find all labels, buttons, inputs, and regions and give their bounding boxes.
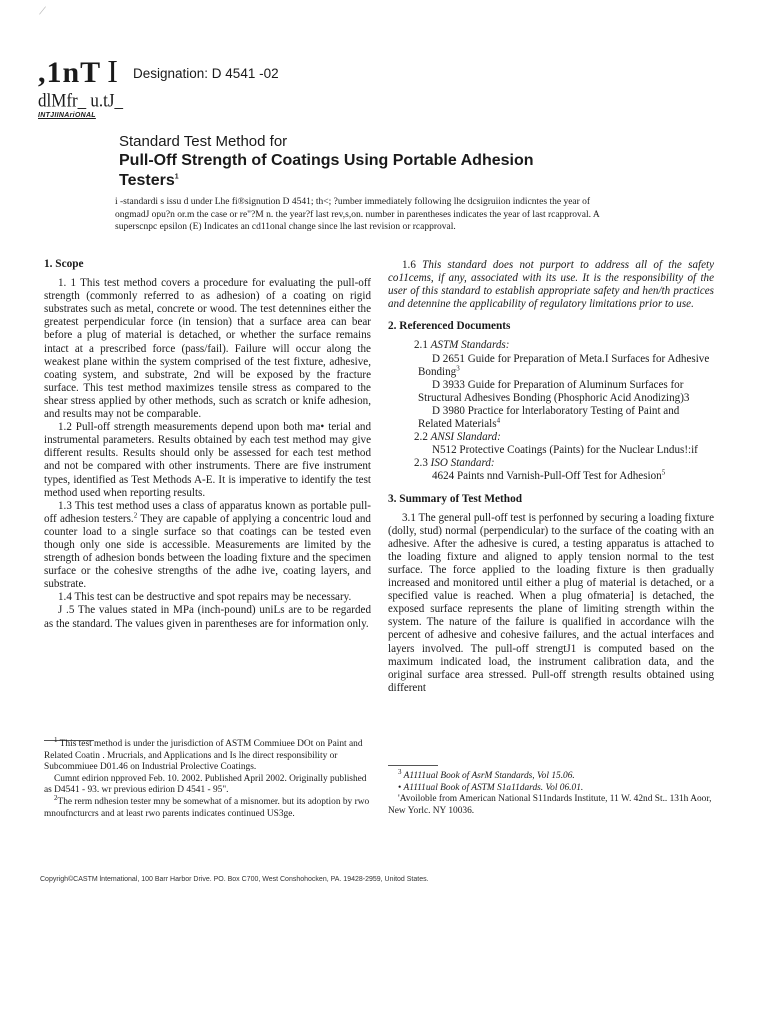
paragraph-1-2: 1.2 Pull-off strength measurements depend upon both ma• terial and instrumental parameters. Results obtained by each test method may give different results. Results should only be assessed for each test method and not be compared with other instruments. There are five instrument types, identified as Test Methods A-E. It is imperative to identify the test method used when reporting results. xyxy=(44,421,371,499)
subsection-2-2: 2.2 ANSI Slandard: xyxy=(414,431,501,444)
title-footnote-ref: 1 xyxy=(174,173,179,181)
standard-note-line-1: i -standardi s issu d under Lhe fi®signution D 4541; th<; ?umber immediately following lhe dcsigruiion indicntes the year of xyxy=(115,197,591,207)
logo-top-text: ,1nT xyxy=(38,56,102,89)
designation: Designation: D 4541 -02 xyxy=(133,66,279,81)
reference-iso4624: 4624 Paints nnd Varnish-Pull-Off Test for Adhesion$^5$ xyxy=(432,468,666,483)
section-heading-scope: 1. Scope xyxy=(44,258,84,270)
section-heading-summary: 3. Summary of Test Method xyxy=(388,492,522,505)
footnote-1-edition: Cumnt edirion npproved Feb. 10. 2002. Published April 2002. Originally published as D4541 - 93. wr previous edirion D 4541 - 95". xyxy=(44,773,367,796)
reference-d3980: D 3980 Practice for lnterlaboratory Testing of Paint and Related Materials$^4$ xyxy=(418,404,680,431)
reference-d3933: D 3933 Guide for Preparation of Aluminum Surfaces for Structural Adhesives Bonding (Phosphoric Acid Anodizing)3 xyxy=(418,378,690,404)
subsection-2-1: 2.1 ASTM Standards: xyxy=(414,339,510,352)
title-line-3: Testers$^1$ xyxy=(119,172,179,189)
paragraph-3-1: 3.1 The general pull-off test is perfonned by securing a loading fixture (dolly, stud) normal (perpendicular) to the surface of the coating with an adhesive. After the adhesive is cured, a testing apparatus is attached to the loading fixture and aligned to apply tension normal to the test surface. The force applied to the loading fixture is then gradually increased and monitored until either a plug of material is detached, or a specified value is reached. When a plug ofmateria] is detached, the exposed surface represents the plane of limiting strength within the system. The nature of the failure is qualified in accordance wilh the percent of adhesive and cohesive failures, and the actual interfaces and layers involved. The pull-off strengtJ1 is computed based on the maximum indicated load, the instrument calibration data, and the original surface area stressed. Pull-off strength results obtained using different xyxy=(388,511,714,694)
corner-mark: / xyxy=(37,3,47,20)
footnotes-left xyxy=(44,735,371,820)
left-column xyxy=(44,258,371,631)
right-column xyxy=(388,259,714,695)
subsection-2-3: 2.3 ISO Standard: xyxy=(414,457,495,470)
footnote-3: $^3$ A1111ual Book of AsrM Standards, Vol 15.06. xyxy=(398,767,575,781)
paragraph-1-4: 1.4 This test can be destructive and spot repairs may be necessary. xyxy=(58,591,352,604)
footnotes-right xyxy=(388,767,714,817)
footnote-2: $^2$The rerm ndhesion tester mny be somewhat of a misnomer. but its adoption by rwo mnoufncturcrs and at least rwo parents indicates continued US3ge. xyxy=(44,793,370,819)
reference-n512: N512 Protective Coatings (Paints) for the Nuclear Lndus!:if xyxy=(432,444,698,457)
standard-note-line-2: ongmadJ opu?n or.m the case or re"?M n. the year?f last rev,s,on. number in parentheses indicates the year of last rcapproval. A xyxy=(115,209,600,220)
title-line-2: Pull-Off Strength of Coatings Using Portable Adhesion xyxy=(119,152,534,169)
standard-note xyxy=(115,196,675,234)
standard-note-line-3: superscnpc epsilon (E) Indicates an cd11onal change since lhe last revision or rcapproval. xyxy=(115,222,456,232)
reference-d2651: D 2651 Guide for Preparation of Meta.I Surfaces for Adhesive Bonding$^3$ xyxy=(418,352,710,378)
paragraph-1-1: 1. 1 This test method covers a procedure for evaluating the pull-off strength (commonly referred to as adhesion) of a coating on rigid substrates such as metal, concrete or wood. The test detennines either the greatest perpendicular force (in tension) that a surface area can bear before a plug of material is detached, or whether the surface remains intact at a prescribed force (pass/fail). Failure will occur along the weakest plane within the system comprised of the test fixture, adhesive, coating system, and substrate, 2nd will be exposed by the fracture surface. This test method maximizes tensile stress as compared to the shear stress applied by other methods, such as scratch or knife adhesion, and results may not be comparable. xyxy=(44,277,371,421)
paragraph-1-3: 1.3 This test method uses a class of apparatus known as portable pull-off adhesion testers.$^2$ They are capable of applying a concentric loud and counter load to a single surface so that coatings can be tested even though only one side is accessible. Measurements are limited by the strength of adhesion bonds between the loading fixture and the specimen surface or the cohesive strengths of the adhe ive, coating layers, and substrate. xyxy=(44,499,371,591)
paragraph-1-6: 1.6 This standard does not purport to address all of the safety co11cems, if any, associated with its use. It is the responsibility of the user of this standard to establish appropriate safety and hen/th practices and detennine the applicability of regulatory limitations prior to use. xyxy=(388,259,715,311)
footnote-4: • A1111ual Book of ASTM S1a11dards. Vol 06.01. xyxy=(398,782,584,793)
title-line-1: Standard Test Method for xyxy=(119,133,288,150)
footnote-1: $^1$ This test method is under the jurisdiction of ASTM Commiuee DOt on Paint and Related Coatin . Mrucrials, and Applications and Is lhe direct responsibility or Subcommiuee D01.46 on Industrial Prolective Coatings. xyxy=(44,735,363,773)
paragraph-1-5: J .5 The values stated in MPa (inch-pound) uniLs are to be regarded as the standard. The values given in parentheses are for information only. xyxy=(44,604,371,630)
logo-mid-text: dlMfr_ u.tJ_ xyxy=(38,90,123,111)
document-title xyxy=(119,132,679,191)
section-heading-referenced-documents: 2. Referenced Documents xyxy=(388,320,511,333)
footnote-divider-right xyxy=(388,765,438,766)
logo-bottom-text: INTJIINAriONAL xyxy=(38,112,96,119)
footnote-5: 'Avoiloble from American National S11ndards Institute, 11 W. 42nd St.. 131h Aoor, New Yorlc. NY 10036. xyxy=(388,794,712,816)
copyright-footer: Copyrigh©CASTM lntemational, 100 Barr Harbor Drive. PO. Box C700, West Conshohocken, PA. 19428-2959, Unitod States. xyxy=(40,876,429,883)
astm-logo xyxy=(38,53,123,119)
logo-i-text: I xyxy=(107,53,119,89)
